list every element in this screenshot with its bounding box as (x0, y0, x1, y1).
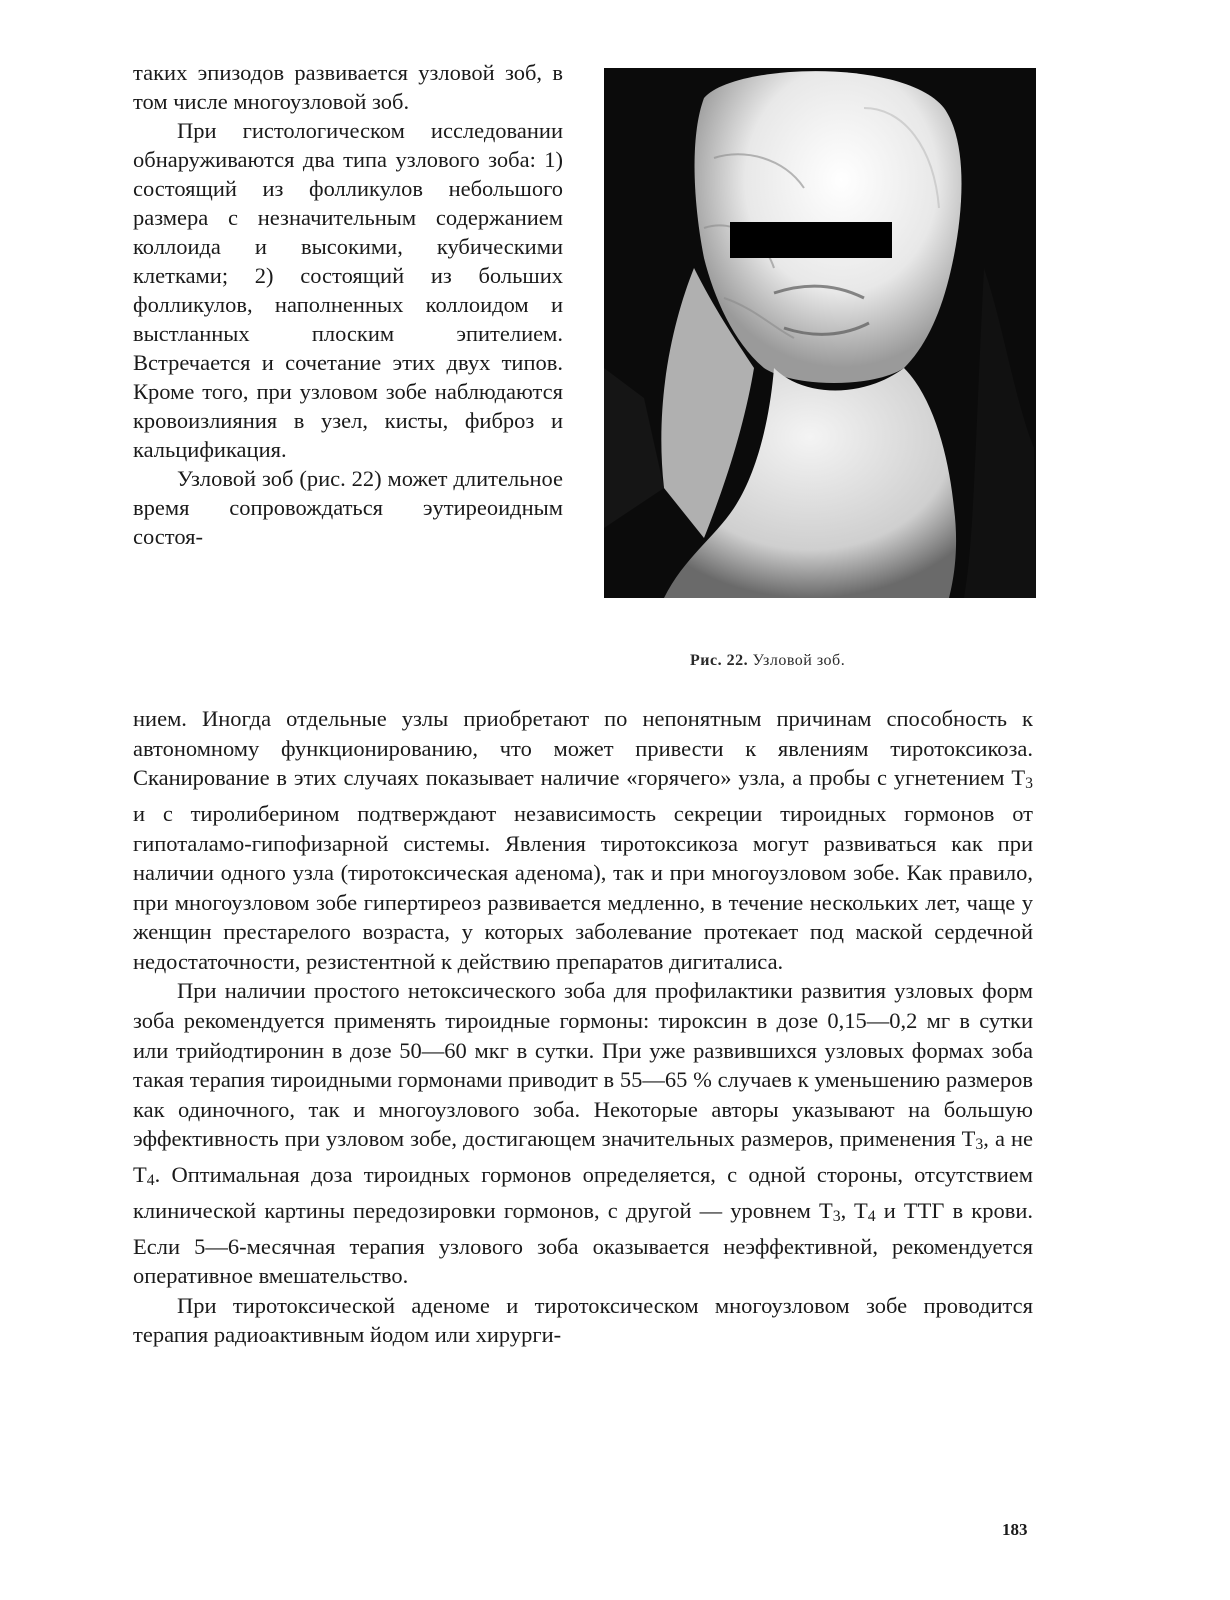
text-run: нием. Иногда отдельные узлы приобретают по непонятным причинам способность к автономному функционированию, что может привести к явлениям тиротоксикоза. Сканирование в этих случаях показывает наличие «горячего» узла, а пробы с угнетением T (133, 706, 1033, 791)
paragraph: Узловой зоб (рис. 22) может длительное время сопровождаться эутиреоидным состоя- (133, 466, 563, 549)
text-run: , а не T (133, 1126, 1033, 1188)
patient-photo (604, 68, 1036, 598)
subscript: 3 (1025, 775, 1033, 793)
subscript: 3 (975, 1136, 984, 1154)
figure-caption (690, 652, 845, 670)
paragraph: таких эпизодов развивается узловой зоб, в том числе многоузловой зоб. (133, 60, 563, 114)
subscript: 4 (146, 1172, 155, 1190)
page-number: 183 (1002, 1520, 1028, 1539)
subscript: 4 (867, 1208, 876, 1226)
text-run: , T (840, 1197, 868, 1223)
column-text (133, 58, 563, 551)
text-run: При наличии простого нетоксического зоба для профилактики развития узловых форм зоба рекомендуется применять тироидные гормоны: тироксин в дозе 0,15—0,2 мг в сутки или трийодтиронин в дозе 50—60 мкг в сутки. При уже развившихся узловых формах зоба такая терапия тироидными гормонами приводит в 55—65 % случаев к уменьшению размеров как одиночного, так и многоузлового зоба. Некоторые авторы указывают на большую эффективность при узловом зобе, достигающем значительных размеров, применения T (133, 978, 1033, 1152)
caption-label: Рис. 22. (690, 652, 749, 669)
paragraph: При гистологическом исследовании обнаруживаются два типа узлового зоба: 1) состоящий из фолликулов небольшого размера с незначительным содержанием коллоида и высокими, кубическими клетками; 2) состоящий из больших фолликулов, наполненных коллоидом и выстланных плоским эпителием. Встречается и сочетание этих двух типов. Кроме того, при узловом зобе наблюдаются кровоизлияния в узел, кисты, фиброз и кальцификация. (133, 118, 563, 462)
paragraph: При тиротоксической аденоме и тиротоксическом многоузловом зобе проводится терапия радиоактивным йодом или хирурги- (133, 1292, 1033, 1348)
caption-text: Узловой зоб. (752, 652, 846, 669)
text-run: . Оптимальная доза тироидных гормонов определяется, с одной стороны, отсутствием клинической картины передозировки гормонов, с другой — уровнем T (133, 1162, 1033, 1223)
paragraph (133, 976, 1033, 1290)
figure-photo (604, 68, 1036, 598)
censor-bar (730, 222, 892, 258)
text-run: и ТТГ в крови. Если 5—6-месячная терапия узлового зоба оказывается неэффективной, рекомендуется оперативное вмешательство. (133, 1197, 1033, 1289)
paragraph (133, 704, 1033, 976)
subscript: 3 (832, 1208, 841, 1226)
text-run: и с тиролиберином подтверждают независимость секреции тироидных гормонов от гипоталамо-гипофизарной системы. Явления тиротоксикоза могут развиваться как при наличии одного узла (тиротоксическая аденома), так и при многоузловом зобе. Как правило, при многоузловом зобе гипертиреоз развивается медленно, в течение нескольких лет, чаще у женщин престарелого возраста, у которых заболевание протекает под маской сердечной недостаточности, резистентной к действию препаратов дигиталиса. (133, 800, 1033, 974)
full-width-text (133, 704, 1033, 1350)
